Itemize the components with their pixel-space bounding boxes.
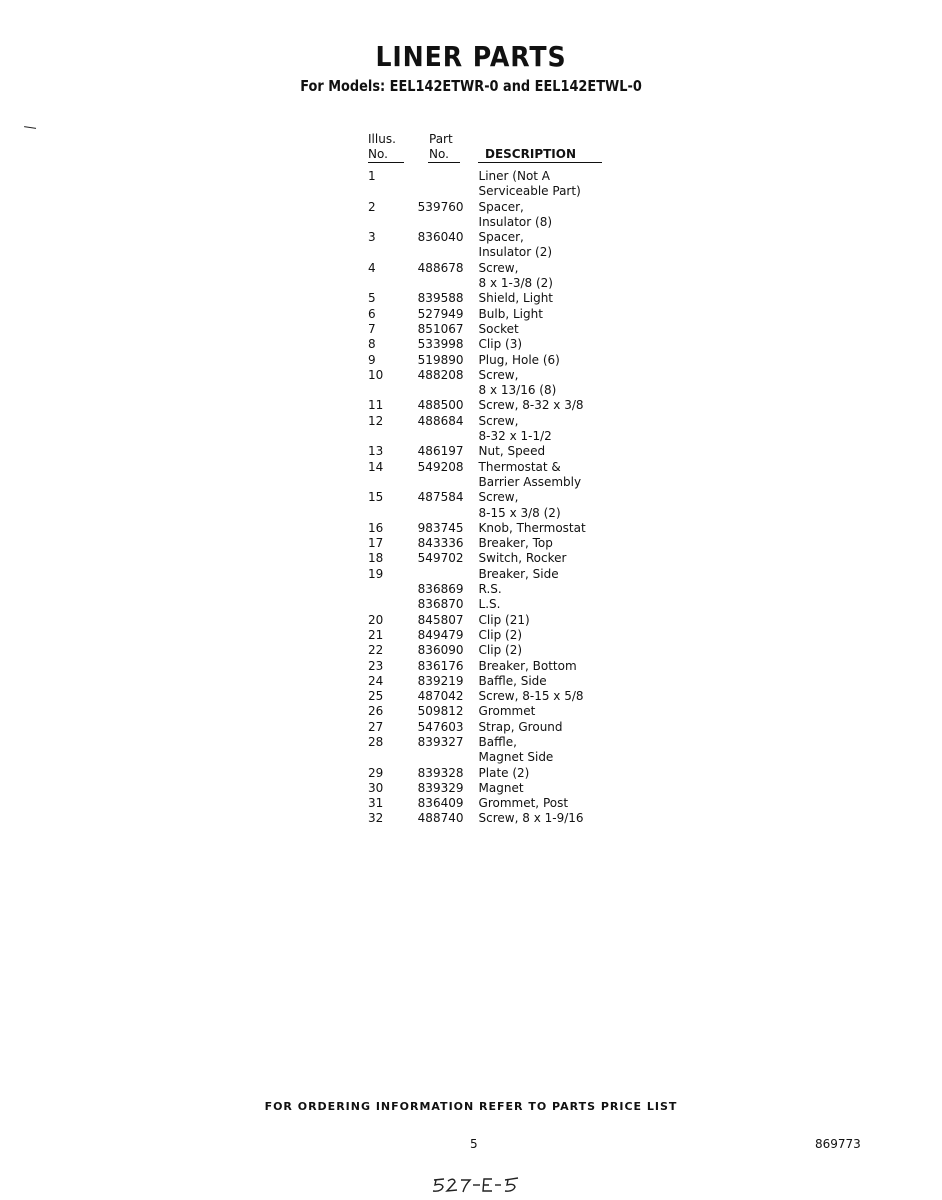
table-row xyxy=(368,444,608,459)
parts-table-header xyxy=(368,132,608,164)
illus-number: 27 xyxy=(368,719,384,734)
description-line: Breaker, Top xyxy=(478,536,553,551)
description-line: Spacer, xyxy=(478,230,524,245)
description-line: Plug, Hole (6) xyxy=(478,352,560,367)
part-description xyxy=(479,536,608,551)
table-row xyxy=(368,398,608,413)
illus-number: 11 xyxy=(368,398,384,413)
part-description xyxy=(479,796,608,811)
illus-number: 14 xyxy=(368,459,384,474)
description-line: Screw, xyxy=(478,367,519,382)
illus-number: 22 xyxy=(368,643,384,658)
part-number: 487042 xyxy=(417,689,464,704)
table-row xyxy=(368,613,608,628)
part-number: 839328 xyxy=(417,765,464,780)
part-description xyxy=(479,521,608,536)
description-line: Shield, Light xyxy=(478,291,553,306)
part-description xyxy=(479,689,608,704)
illus-number: 25 xyxy=(368,689,384,704)
part-number: 843336 xyxy=(417,536,464,551)
part-number: 486197 xyxy=(417,444,464,459)
part-number: 519890 xyxy=(417,352,464,367)
table-row xyxy=(368,521,608,536)
part-description xyxy=(479,368,608,399)
part-number: 845807 xyxy=(417,612,464,627)
description-line: R.S. xyxy=(478,582,502,597)
description-line: Insulator (2) xyxy=(478,245,553,260)
table-row xyxy=(368,337,608,352)
table-row xyxy=(368,674,608,689)
part-number: 839329 xyxy=(417,780,464,795)
description-line: Barrier Assembly xyxy=(478,474,582,489)
illus-number: 13 xyxy=(368,444,384,459)
description-line: Breaker, Bottom xyxy=(478,658,577,673)
illus-number: 19 xyxy=(368,566,384,581)
description-line: Socket xyxy=(478,321,519,336)
illus-number: 23 xyxy=(368,658,384,673)
part-number: 839588 xyxy=(417,291,464,306)
illus-number: 18 xyxy=(368,551,384,566)
ordering-info-footer: FOR ORDERING INFORMATION REFER TO PARTS PRICE LIST xyxy=(264,1100,678,1113)
part-number: 488740 xyxy=(417,811,464,826)
table-row xyxy=(368,169,608,200)
illus-number: 29 xyxy=(368,765,384,780)
part-number: 839219 xyxy=(417,673,464,688)
part-description xyxy=(479,811,608,826)
description-line: Insulator (8) xyxy=(478,214,553,229)
part-description xyxy=(479,169,608,200)
stray-mark xyxy=(24,126,36,130)
part-description xyxy=(479,490,608,521)
part-number: 836870 xyxy=(417,597,464,612)
illus-number: 6 xyxy=(368,306,376,321)
part-header-line1: Part xyxy=(429,132,453,146)
part-number: 488678 xyxy=(417,260,464,275)
description-line: 8 x 1-3/8 (2) xyxy=(478,276,553,291)
handwritten-note xyxy=(428,1172,528,1196)
table-row xyxy=(368,735,608,766)
part-description xyxy=(479,322,608,337)
description-line: Clip (2) xyxy=(478,643,523,658)
part-description xyxy=(479,781,608,796)
part-description xyxy=(479,628,608,643)
part-description xyxy=(479,230,608,261)
illus-number: 5 xyxy=(368,291,376,306)
part-number: 836090 xyxy=(417,643,464,658)
model-subtitle: For Models: EEL142ETWR-0 and EEL142ETWL-0 xyxy=(300,77,642,95)
part-description xyxy=(479,444,608,459)
table-row xyxy=(368,368,608,399)
description-line: Bulb, Light xyxy=(478,306,543,321)
table-row xyxy=(368,261,608,292)
description-line: Plate (2) xyxy=(478,765,530,780)
table-row xyxy=(368,597,608,612)
part-number: 836176 xyxy=(417,658,464,673)
part-number: 836040 xyxy=(417,230,464,245)
part-number: 539760 xyxy=(417,199,464,214)
description-line: Baffle, xyxy=(478,734,517,749)
part-description xyxy=(479,261,608,292)
illus-number: 9 xyxy=(368,352,376,367)
part-description xyxy=(479,613,608,628)
part-description xyxy=(479,414,608,445)
description-line: Grommet, Post xyxy=(478,796,569,811)
table-row xyxy=(368,460,608,491)
illus-number: 21 xyxy=(368,627,384,642)
part-number: 533998 xyxy=(417,337,464,352)
part-description xyxy=(479,597,608,612)
description-line: Magnet xyxy=(478,780,524,795)
table-row xyxy=(368,628,608,643)
illus-number: 3 xyxy=(368,230,376,245)
part-description xyxy=(479,582,608,597)
table-row xyxy=(368,689,608,704)
part-number xyxy=(418,169,479,200)
part-description xyxy=(479,551,608,566)
table-row xyxy=(368,307,608,322)
part-number: 488208 xyxy=(417,367,464,382)
description-line: Knob, Thermostat xyxy=(478,520,586,535)
description-line: L.S. xyxy=(478,597,501,612)
parts-table xyxy=(368,169,608,827)
document-number: 869773 xyxy=(815,1137,861,1151)
part-number: 549702 xyxy=(417,551,464,566)
illus-header-line1: Illus. xyxy=(368,132,396,146)
part-description xyxy=(479,659,608,674)
illus-number: 7 xyxy=(368,321,376,336)
header-underline xyxy=(478,162,602,163)
header-underline xyxy=(428,162,460,163)
description-line: Screw, 8 x 1-9/16 xyxy=(478,811,584,826)
part-description xyxy=(479,353,608,368)
table-row xyxy=(368,582,608,597)
illus-number: 12 xyxy=(368,413,384,428)
table-row xyxy=(368,490,608,521)
illus-number: 30 xyxy=(368,780,384,795)
illus-number: 20 xyxy=(368,612,384,627)
illus-number: 8 xyxy=(368,337,376,352)
part-number: 488500 xyxy=(417,398,464,413)
illus-number: 31 xyxy=(368,796,384,811)
part-description xyxy=(479,307,608,322)
part-description xyxy=(479,643,608,658)
description-line: 8 x 13/16 (8) xyxy=(478,383,557,398)
part-description xyxy=(479,720,608,735)
part-description xyxy=(479,337,608,352)
illus-number: 16 xyxy=(368,520,384,535)
description-line: Clip (2) xyxy=(478,627,523,642)
table-row xyxy=(368,643,608,658)
table-row xyxy=(368,291,608,306)
description-line: Screw, 8-32 x 3/8 xyxy=(478,398,584,413)
table-row xyxy=(368,322,608,337)
illus-number xyxy=(368,582,418,597)
part-no-header xyxy=(429,132,453,162)
page-number: 5 xyxy=(470,1137,478,1151)
table-row xyxy=(368,766,608,781)
description-header: DESCRIPTION xyxy=(485,147,577,161)
table-row xyxy=(368,230,608,261)
part-description xyxy=(479,567,608,582)
part-description xyxy=(479,398,608,413)
table-row xyxy=(368,414,608,445)
part-header-line2: No. xyxy=(429,147,449,161)
part-description xyxy=(479,291,608,306)
description-line: Spacer, xyxy=(478,199,524,214)
part-number: 849479 xyxy=(417,627,464,642)
description-line: Nut, Speed xyxy=(478,444,546,459)
part-number: 836869 xyxy=(417,582,464,597)
part-number: 488684 xyxy=(417,413,464,428)
table-row xyxy=(368,353,608,368)
illus-number: 32 xyxy=(368,811,384,826)
part-number: 547603 xyxy=(417,719,464,734)
part-number: 509812 xyxy=(417,704,464,719)
table-row xyxy=(368,704,608,719)
illus-number: 10 xyxy=(368,367,384,382)
illus-number: 4 xyxy=(368,260,376,275)
description-line: Screw, xyxy=(478,490,519,505)
description-line: Clip (3) xyxy=(478,337,523,352)
illus-header-line2: No. xyxy=(368,147,388,161)
table-row xyxy=(368,567,608,582)
part-description xyxy=(479,460,608,491)
illus-number: 28 xyxy=(368,734,384,749)
part-number: 839327 xyxy=(417,734,464,749)
header-underline xyxy=(368,162,404,163)
description-line: Baffle, Side xyxy=(478,673,547,688)
description-line: 8-15 x 3/8 (2) xyxy=(478,505,561,520)
part-number: 836409 xyxy=(417,796,464,811)
part-number: 487584 xyxy=(417,490,464,505)
parts-list xyxy=(368,132,608,827)
table-row xyxy=(368,781,608,796)
table-row xyxy=(368,200,608,231)
description-line: Screw, xyxy=(478,413,519,428)
illus-number: 24 xyxy=(368,673,384,688)
part-number xyxy=(418,567,479,582)
table-row xyxy=(368,720,608,735)
description-line: Liner (Not A xyxy=(478,169,551,183)
part-number: 549208 xyxy=(417,459,464,474)
table-row xyxy=(368,551,608,566)
illus-no-header xyxy=(368,132,396,162)
description-line: 8-32 x 1-1/2 xyxy=(478,429,552,444)
description-line: Strap, Ground xyxy=(478,719,563,734)
description-line: Grommet xyxy=(478,704,536,719)
page-title: LINER PARTS xyxy=(375,40,567,73)
table-row xyxy=(368,811,608,826)
part-description xyxy=(479,766,608,781)
part-description xyxy=(479,200,608,231)
illus-number xyxy=(368,597,418,612)
table-row xyxy=(368,659,608,674)
part-description xyxy=(479,735,608,766)
illus-number: 26 xyxy=(368,704,384,719)
illus-number: 1 xyxy=(368,169,376,183)
part-number: 983745 xyxy=(417,520,464,535)
illus-number: 17 xyxy=(368,536,384,551)
table-row xyxy=(368,796,608,811)
part-description xyxy=(479,674,608,689)
description-line: Clip (21) xyxy=(478,612,530,627)
illus-number: 15 xyxy=(368,490,384,505)
part-description xyxy=(479,704,608,719)
table-row xyxy=(368,536,608,551)
part-number: 527949 xyxy=(417,306,464,321)
description-line: Magnet Side xyxy=(478,750,554,765)
description-line: Serviceable Part) xyxy=(478,184,581,199)
description-line: Breaker, Side xyxy=(478,566,559,581)
illus-number: 2 xyxy=(368,199,376,214)
part-number: 851067 xyxy=(417,321,464,336)
description-line: Thermostat & xyxy=(478,459,561,474)
description-line: Screw, 8-15 x 5/8 xyxy=(478,689,584,704)
description-line: Screw, xyxy=(478,260,519,275)
description-line: Switch, Rocker xyxy=(478,551,567,566)
